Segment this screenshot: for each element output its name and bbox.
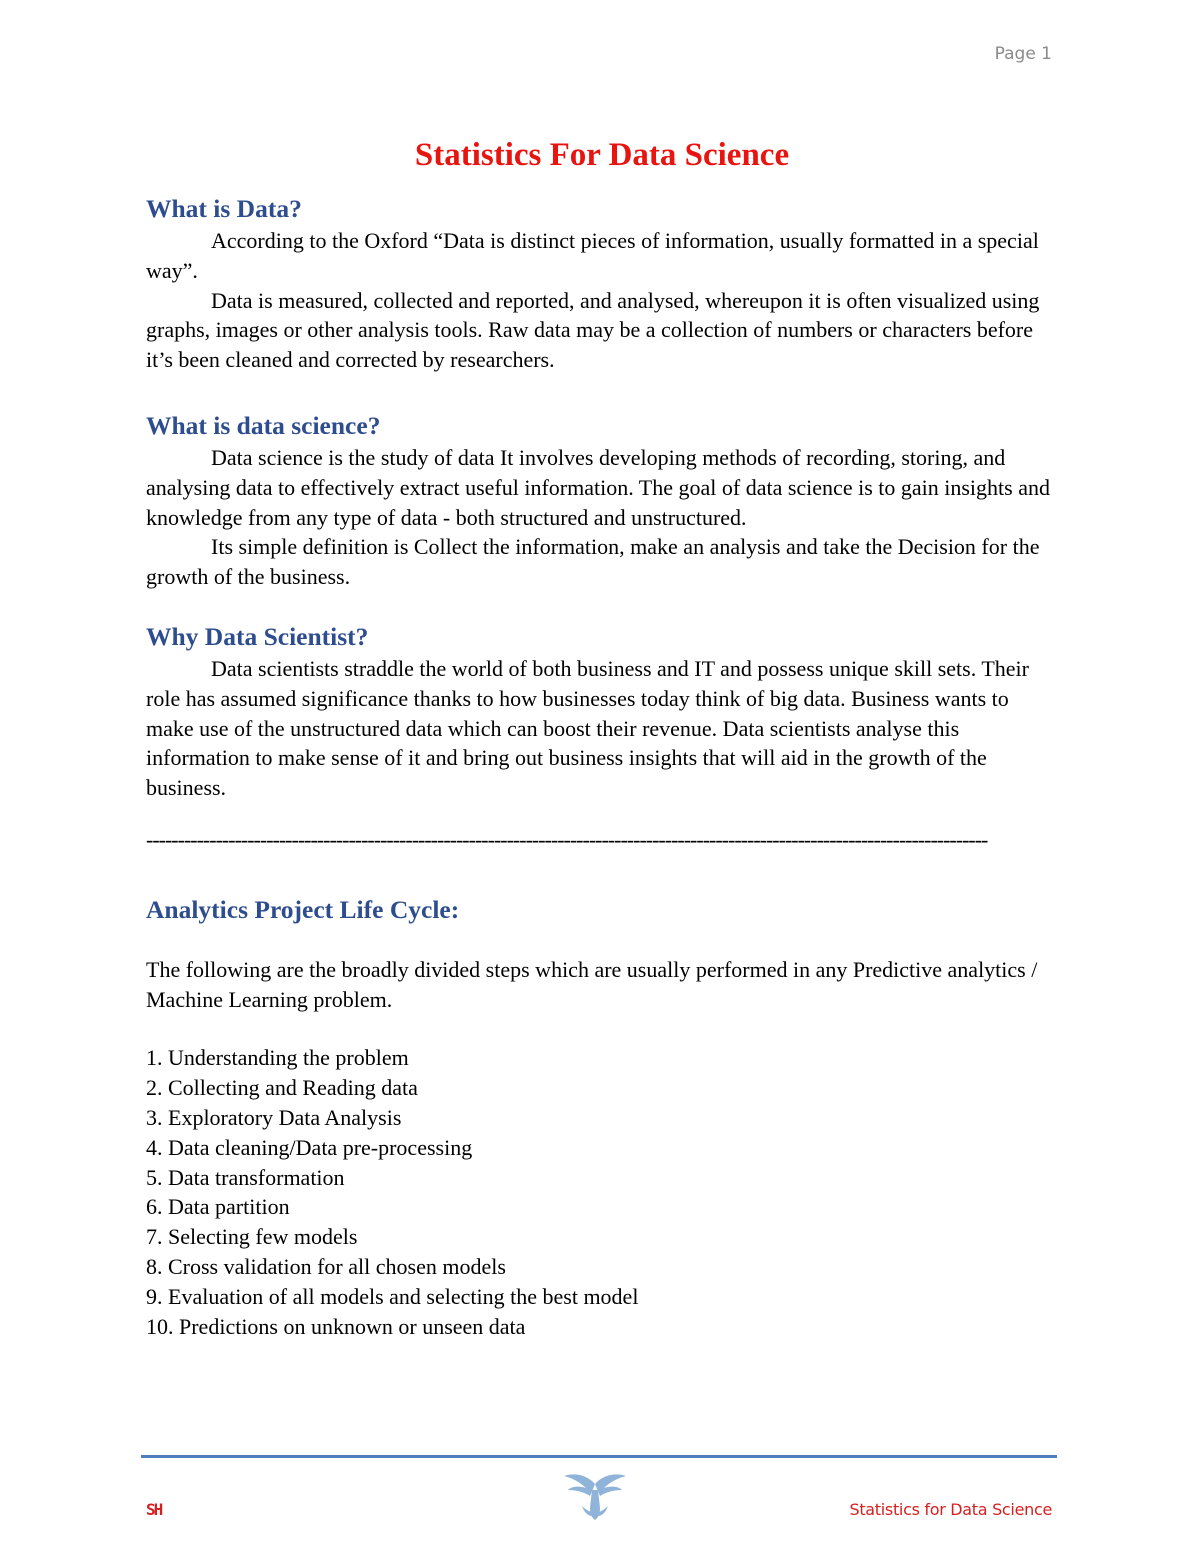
paragraph: Data scientists straddle the world of both business and IT and possess unique skill sets. Their role has assumed significance thanks to how businesses today think of big data. Business wants to make use of the unstructured data which can boost their revenue. Data scientists analyse this information to make sense of it and bring out business insights that will aid in the growth of the business. bbox=[146, 655, 1029, 801]
lifecycle-steps-list bbox=[146, 1043, 1058, 1341]
list-item: 2. Collecting and Reading data bbox=[146, 1075, 418, 1101]
paragraph: Its simple definition is Collect the information, make an analysis and take the Decision for the growth of the business. bbox=[146, 534, 1040, 590]
lifecycle-intro: The following are the broadly divided steps which are usually performed in any Predictive analytics / Machine Learning problem. bbox=[146, 956, 1038, 1012]
list-item: 7. Selecting few models bbox=[146, 1224, 358, 1250]
paragraph: According to the Oxford “Data is distinct pieces of information, usually formatted in a special way”. bbox=[146, 228, 1039, 283]
section-heading-what-is-data: What is Data? bbox=[146, 194, 302, 223]
list-item: 1. Understanding the problem bbox=[146, 1045, 409, 1071]
list-item: 4. Data cleaning/Data pre-processing bbox=[146, 1134, 473, 1160]
page-number: Page 1 bbox=[994, 44, 1052, 64]
footer-document-title: Statistics for Data Science bbox=[849, 1500, 1052, 1519]
list-item: 10. Predictions on unknown or unseen data bbox=[146, 1313, 526, 1339]
dashed-separator: ------------------------------------------------------------------------------------------------------------------------------------- bbox=[146, 826, 988, 852]
section-heading-why-data-scientist: Why Data Scientist? bbox=[146, 621, 369, 651]
list-item: 5. Data transformation bbox=[146, 1164, 345, 1190]
footer-author-initials: SH bbox=[146, 1500, 162, 1519]
section-heading-lifecycle: Analytics Project Life Cycle: bbox=[146, 894, 460, 924]
document-title: Statistics For Data Science bbox=[414, 137, 790, 173]
list-item: 3. Exploratory Data Analysis bbox=[146, 1104, 402, 1130]
paragraph: Data science is the study of data It involves developing methods of recording, storing, and analysing data to effectively extract useful information. The goal of data science is to gain insights and knowledge from any type of data - both structured and unstructured. bbox=[146, 444, 1050, 530]
section-heading-what-is-data-science: What is data science? bbox=[146, 410, 381, 440]
document-body bbox=[146, 132, 1058, 1341]
list-item: 9. Evaluation of all models and selecting the best model bbox=[146, 1283, 639, 1309]
bird-logo-icon bbox=[562, 1470, 628, 1522]
list-item: 8. Cross validation for all chosen models bbox=[146, 1253, 506, 1279]
footer-divider bbox=[141, 1455, 1057, 1458]
list-item: 6. Data partition bbox=[146, 1194, 290, 1220]
paragraph: Data is measured, collected and reported, and analysed, whereupon it is often visualized using graphs, images or other analysis tools. Raw data may be a collection of numbers or characters before it’s been cleaned and corrected by researchers. bbox=[146, 287, 1040, 373]
